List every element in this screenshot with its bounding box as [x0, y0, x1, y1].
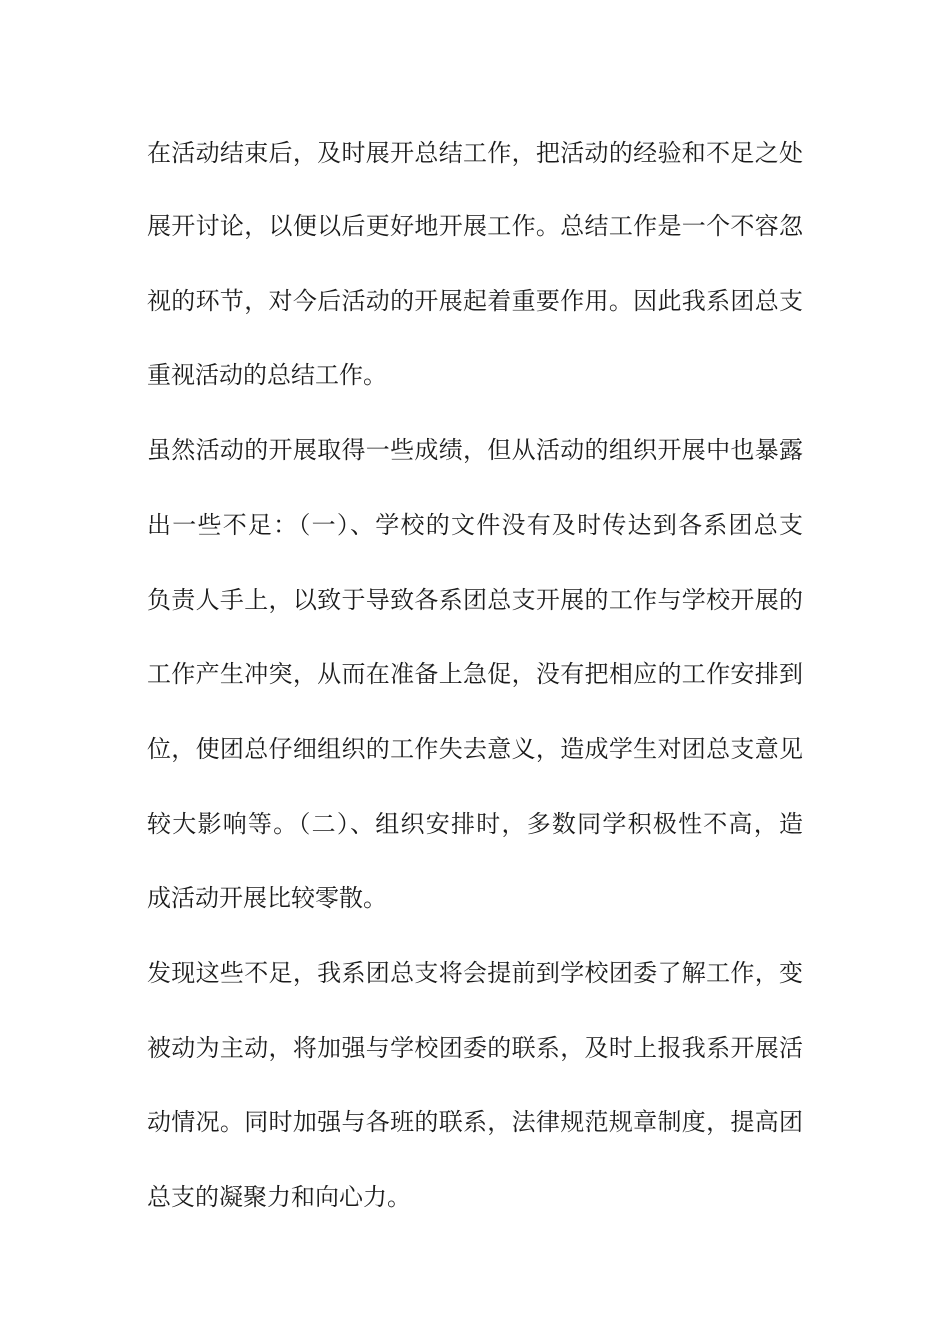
paragraph-3-line-1: 发现这些不足，我系团总支将会提前到学校团委了解工作，变: [147, 959, 803, 987]
paragraph-1-line-4: 重视活动的总结工作。: [147, 361, 387, 389]
paragraph-2-line-2: 出一些不足：（一）、学校的文件没有及时传达到各系团总支: [147, 511, 803, 539]
paragraph-2-line-3: 负责人手上，以致于导致各系团总支开展的工作与学校开展的: [147, 586, 803, 614]
paragraph-2-line-5: 位，使团总仔细组织的工作失去意义，造成学生对团总支意见: [147, 735, 803, 763]
paragraph-3-line-4: 总支的凝聚力和向心力。: [147, 1183, 411, 1211]
paragraph-3-line-3: 动情况。同时加强与各班的联系，法律规范规章制度，提高团: [147, 1108, 803, 1136]
paragraph-2-line-4: 工作产生冲突，从而在准备上急促，没有把相应的工作安排到: [147, 660, 803, 688]
paragraph-1-line-2: 展开讨论，以便以后更好地开展工作。总结工作是一个不容忽: [147, 212, 803, 240]
paragraph-3-line-2: 被动为主动，将加强与学校团委的联系，及时上报我系开展活: [147, 1034, 803, 1062]
paragraph-1-line-1: 在活动结束后，及时展开总结工作，把活动的经验和不足之处: [147, 139, 803, 167]
paragraph-2-line-6: 较大影响等。（二）、组织安排时，多数同学积极性不高，造: [147, 810, 803, 838]
paragraph-2-line-1: 虽然活动的开展取得一些成绩，但从活动的组织开展中也暴露: [147, 436, 803, 464]
paragraph-1-line-3: 视的环节，对今后活动的开展起着重要作用。因此我系团总支: [147, 287, 803, 315]
paragraph-2-line-7: 成活动开展比较零散。: [147, 884, 387, 912]
